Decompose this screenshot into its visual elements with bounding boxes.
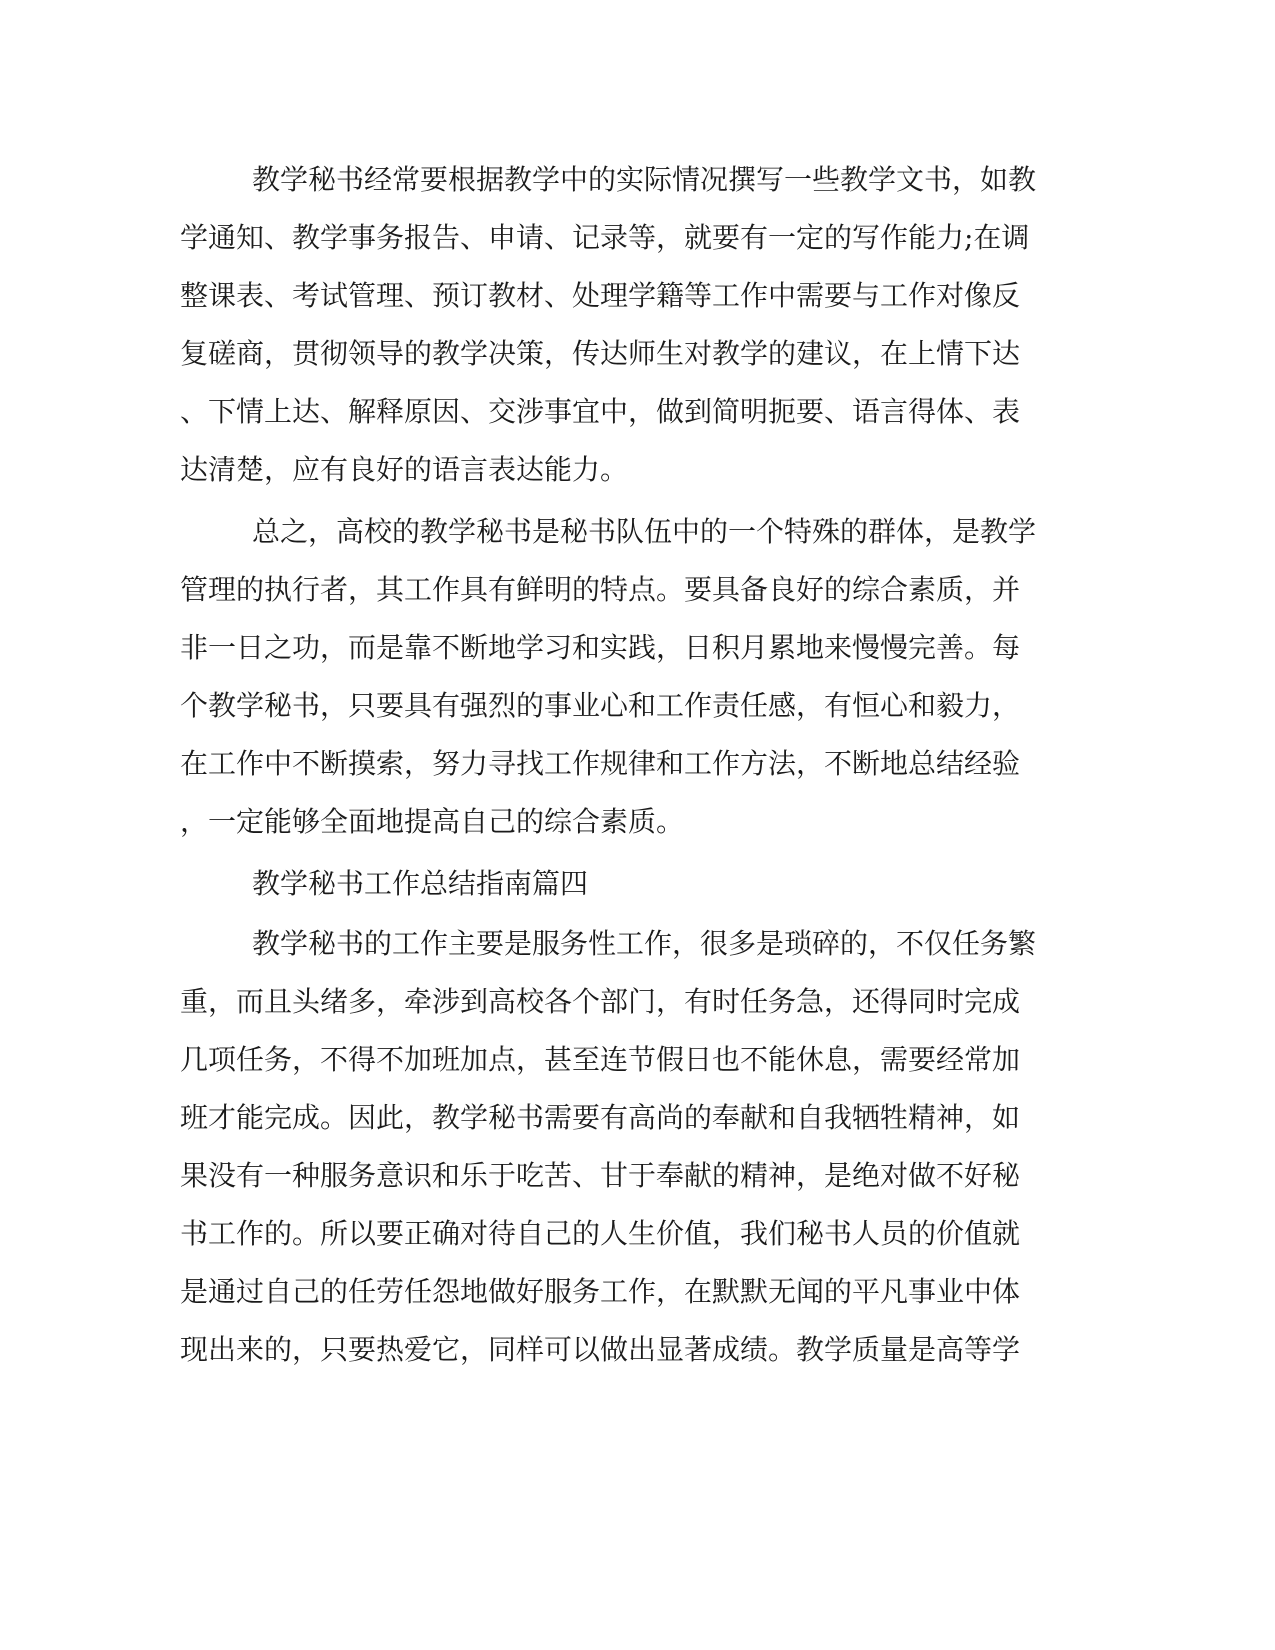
text-line <box>0 628 1275 668</box>
line-text: 达清楚，应有良好的语言表达能力。 <box>180 453 629 486</box>
text-line <box>0 744 1275 784</box>
text-line <box>0 982 1275 1022</box>
text-line <box>0 924 1275 964</box>
line-text: 个教学秘书，只要具有强烈的事业心和工作责任感，有恒心和毅力， <box>180 689 1021 722</box>
text-line <box>0 1156 1275 1196</box>
line-text: 教学秘书经常要根据教学中的实际情况撰写一些教学文书，如教 <box>252 163 1037 196</box>
line-text: 学通知、教学事务报告、申请、记录等，就要有一定的写作能力;在调 <box>180 221 1030 254</box>
line-text: 、下情上达、解释原因、交涉事宜中，做到简明扼要、语言得体、表 <box>180 395 1021 428</box>
line-text: 非一日之功，而是靠不断地学习和实践，日积月累地来慢慢完善。每 <box>180 631 1021 664</box>
text-line <box>0 450 1275 490</box>
line-text: 整课表、考试管理、预订教材、处理学籍等工作中需要与工作对像反 <box>180 279 1021 312</box>
text-line <box>0 276 1275 316</box>
text-line <box>0 512 1275 552</box>
line-text: 复磋商，贯彻领导的教学决策，传达师生对教学的建议，在上情下达 <box>180 337 1021 370</box>
line-text: 班才能完成。因此，教学秘书需要有高尚的奉献和自我牺牲精神，如 <box>180 1101 1021 1134</box>
text-line <box>0 1214 1275 1254</box>
heading-text: 教学秘书工作总结指南篇四 <box>252 867 589 900</box>
line-text: ，一定能够全面地提高自己的综合素质。 <box>180 805 685 838</box>
text-line <box>0 1098 1275 1138</box>
text-line <box>0 802 1275 842</box>
section-heading <box>0 864 1275 904</box>
line-text: 重，而且头绪多，牵涉到高校各个部门，有时任务急，还得同时完成 <box>180 985 1021 1018</box>
text-line <box>0 1272 1275 1312</box>
line-text: 管理的执行者，其工作具有鲜明的特点。要具备良好的综合素质，并 <box>180 573 1021 606</box>
line-text: 书工作的。所以要正确对待自己的人生价值，我们秘书人员的价值就 <box>180 1217 1021 1250</box>
line-text: 是通过自己的任劳任怨地做好服务工作，在默默无闻的平凡事业中体 <box>180 1275 1021 1308</box>
text-line <box>0 334 1275 374</box>
text-line <box>0 686 1275 726</box>
line-text: 总之，高校的教学秘书是秘书队伍中的一个特殊的群体，是教学 <box>252 515 1037 548</box>
text-line <box>0 392 1275 432</box>
line-text: 果没有一种服务意识和乐于吃苦、甘于奉献的精神，是绝对做不好秘 <box>180 1159 1021 1192</box>
line-text: 教学秘书的工作主要是服务性工作，很多是琐碎的，不仅任务繁 <box>252 927 1037 960</box>
text-line <box>0 1040 1275 1080</box>
line-text: 现出来的，只要热爱它，同样可以做出显著成绩。教学质量是高等学 <box>180 1333 1021 1366</box>
text-line <box>0 570 1275 610</box>
line-text: 几项任务，不得不加班加点，甚至连节假日也不能休息，需要经常加 <box>180 1043 1021 1076</box>
text-line <box>0 1330 1275 1370</box>
text-line <box>0 160 1275 200</box>
line-text: 在工作中不断摸索，努力寻找工作规律和工作方法，不断地总结经验 <box>180 747 1021 780</box>
text-line <box>0 218 1275 258</box>
